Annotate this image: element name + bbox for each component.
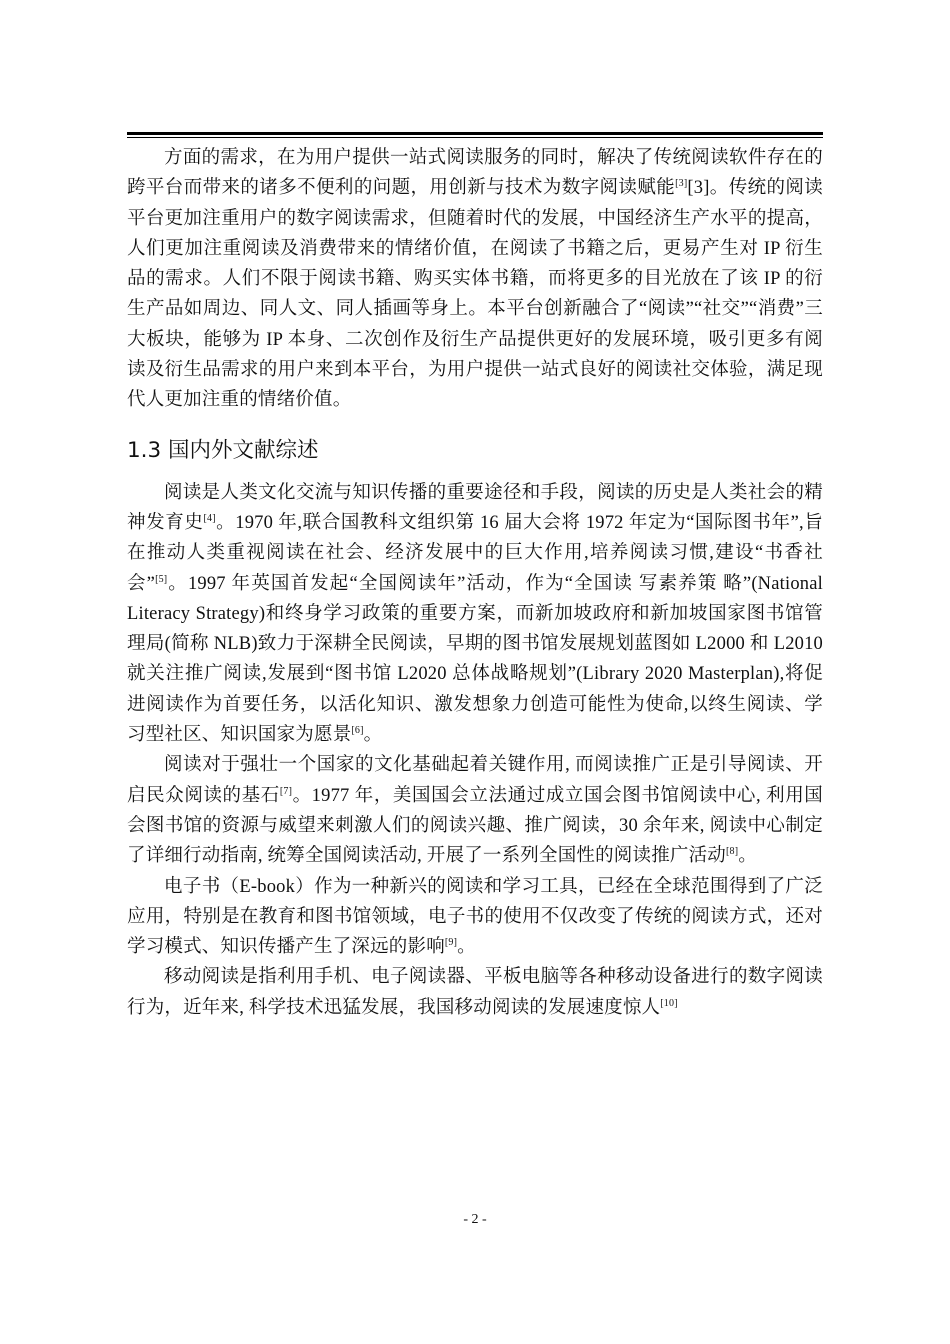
citation: [5] [155, 573, 168, 585]
paragraph-text: 。 [738, 846, 757, 867]
header-double-rule [127, 132, 823, 138]
section-heading: 1.3 国内外文献综述 [127, 437, 319, 463]
paragraph-text: 。1997 年英国首发起“全国阅读年”活动，作为“全国读 写素养策 略”(National Literacy Strategy)和终身学习政策的重要方案，而新加坡政府和新加坡国家图书馆管理局(简称 NLB)致力于深耕全民阅读，早期的图书馆发展规划蓝图如 L2000 和 L2010 就关注推广阅读,发展到“图书馆 L2020 总体战略规划”(Library 2020 Masterplan),将促进阅读作为首要任务，以活化知识、激发想象力创造可能性为使命,以终生阅读、学习型社区、知识国家为愿景 [127, 573, 823, 746]
paragraph-text: 电子书（E-book）作为一种新兴的阅读和学习工具，已经在全球范围得到了广泛应用，特别是在教育和图书馆领域，电子书的使用不仅改变了传统的阅读方式，还对学习模式、知识传播产生了深远的影响 [127, 876, 823, 958]
body-text [127, 143, 823, 1023]
citation: [6] [351, 725, 364, 737]
paragraph-text: [3]。传统的阅读平台更加注重用户的数字阅读需求，但随着时代的发展，中国经济生产水平的提高，人们更加注重阅读及消费带来的情绪价值，在阅读了书籍之后，更易产生对 IP 衍生品的需求。人们不限于阅读书籍、购买实体书籍，而将更多的目光放在了该 IP 的衍生产品如周边、同人文、同人插画等身上。本平台创新融合了“阅读”“社交”“消费”三大板块，能够为 IP 本身、二次创作及衍生产品提供更好的发展环境，吸引更多有阅读及衍生品需求的用户来到本平台，为用户提供一站式良好的阅读社交体验，满足现代人更加注重的情绪价值。 [127, 178, 824, 411]
paragraph-4 [127, 872, 823, 963]
citation: [10] [660, 997, 678, 1009]
paragraph-2 [127, 478, 823, 751]
paragraph-text: 阅读对于强壮一个国家的文化基础起着关键作用, 而阅读推广正是引导阅读、开启民众阅读的基石 [127, 755, 823, 806]
paragraph-text: 。1970 年,联合国教科文组织第 16 届大会将 1972 年定为“国际图书年”,旨在推动人类重视阅读在社会、经济发展中的巨大作用,培养阅读习惯,建设“书香社会” [127, 512, 823, 594]
citation: [8] [726, 846, 739, 858]
paragraph-3 [127, 750, 823, 871]
citation: [4] [203, 512, 216, 524]
page-number: - 2 - [463, 1212, 487, 1227]
paragraph-5 [127, 962, 823, 1023]
paragraph-1 [127, 143, 823, 416]
citation: [9] [444, 937, 458, 949]
citation: [3] [675, 178, 688, 190]
paragraph-text: 阅读是人类文化交流与知识传播的重要途径和手段，阅读的历史是人类社会的精神发育史 [127, 482, 823, 533]
paragraph-text: 。1977 年，美国国会立法通过成立国会图书馆阅读中心, 利用国会图书馆的资源与威望来刺激人们的阅读兴趣、推广阅读，30 余年来, 阅读中心制定了详细行动指南, 统筹全国阅读活动, 开展了一系列全国性的阅读推广活动 [127, 785, 823, 867]
paragraph-text: 方面的需求，在为用户提供一站式阅读服务的同时，解决了传统阅读软件存在的跨平台而带来的诸多不便利的问题，用创新与技术为数字阅读赋能 [127, 148, 823, 199]
paragraph-text: 。 [457, 937, 476, 958]
paragraph-text: 移动阅读是指利用手机、电子阅读器、平板电脑等各种移动设备进行的数字阅读行为，近年来, 科学技术迅猛发展，我国移动阅读的发展速度惊人 [127, 967, 823, 1018]
citation: [7] [279, 785, 293, 797]
paragraph-text: 。 [363, 725, 383, 746]
